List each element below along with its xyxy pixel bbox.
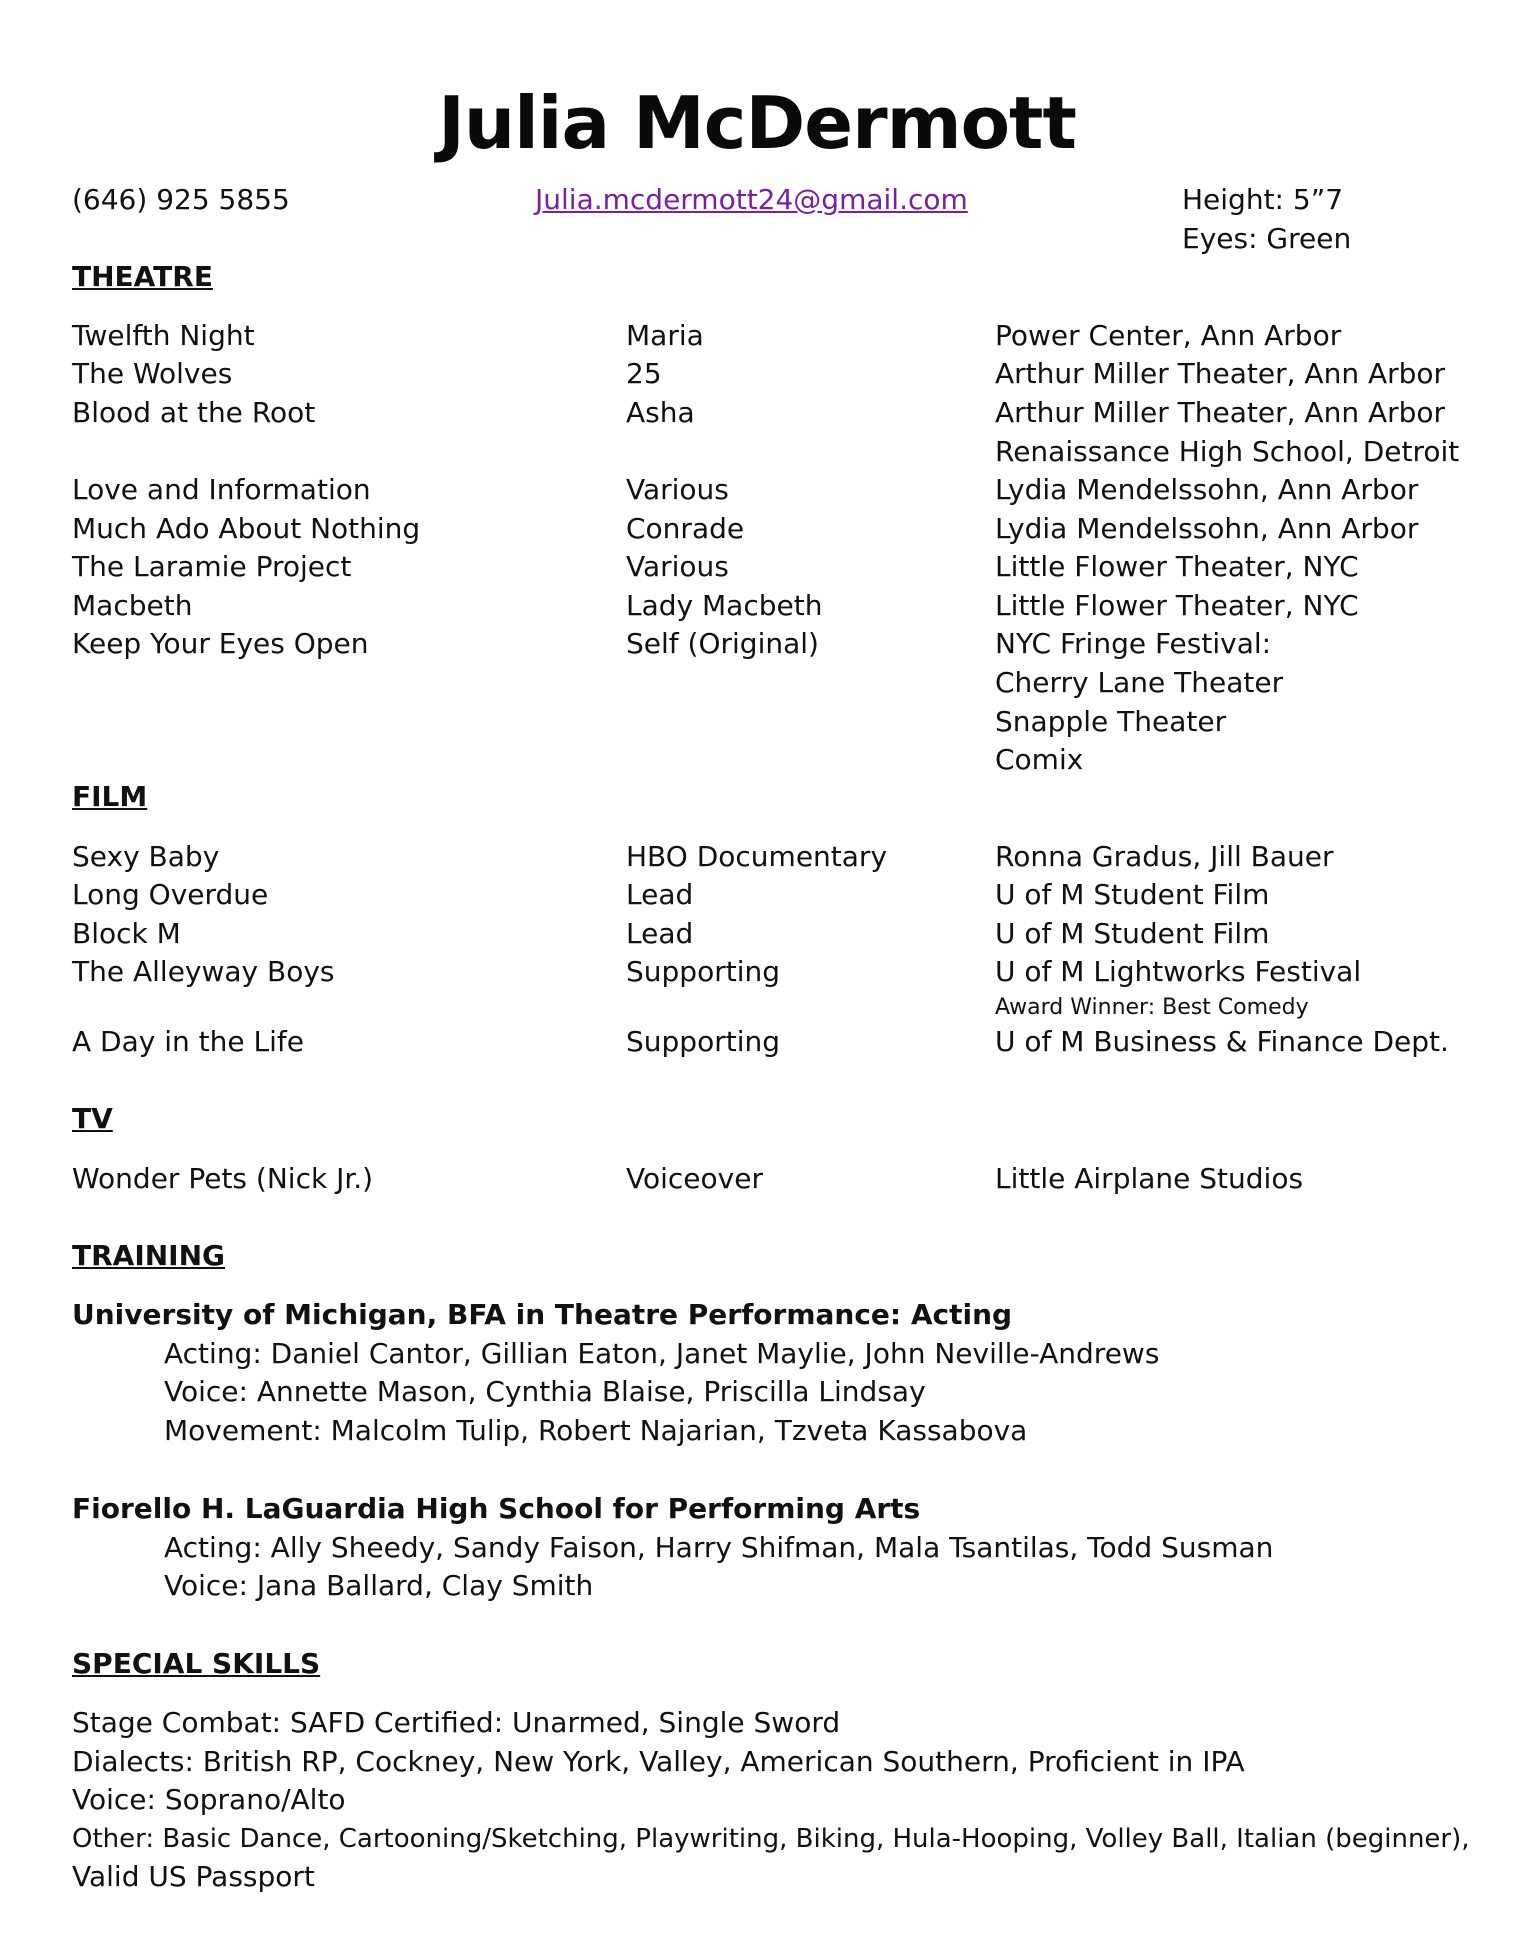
- credit-row: [0, 433, 1514, 471]
- credit-role: Various: [626, 550, 729, 583]
- credit-title: The Wolves: [72, 357, 233, 390]
- credit-title: Love and Information: [72, 473, 371, 506]
- credit-venue: Arthur Miller Theater, Ann Arbor: [995, 396, 1446, 429]
- section-heading-training: TRAINING: [72, 1239, 226, 1272]
- credit-title: Sexy Baby: [72, 840, 220, 873]
- credit-title: Twelfth Night: [72, 319, 255, 352]
- credit-venue: Lydia Mendelssohn, Ann Arbor: [995, 512, 1419, 545]
- credit-title: Keep Your Eyes Open: [72, 627, 369, 660]
- credit-title: Wonder Pets (Nick Jr.): [72, 1162, 374, 1195]
- credit-row: [0, 587, 1514, 625]
- credit-role: Voiceover: [626, 1162, 763, 1195]
- skill-line: Other: Basic Dance, Cartooning/Sketching, Playwriting, Biking, Hula-Hooping, Volley Ball, Italian (beginner),: [72, 1824, 1470, 1854]
- credit-row: [0, 1160, 1514, 1198]
- credit-title: Macbeth: [72, 589, 193, 622]
- credit-row: [0, 741, 1514, 779]
- credit-venue: Little Flower Theater, NYC: [995, 589, 1359, 622]
- credit-title: Much Ado About Nothing: [72, 512, 421, 545]
- credit-title: Long Overdue: [72, 878, 269, 911]
- credit-role: Conrade: [626, 512, 745, 545]
- credit-venue: U of M Student Film: [995, 878, 1270, 911]
- section-heading-film: FILM: [72, 780, 148, 813]
- credit-venue: Little Flower Theater, NYC: [995, 550, 1359, 583]
- credit-role: Lead: [626, 917, 694, 950]
- credit-row: [0, 838, 1514, 876]
- credit-title: Blood at the Root: [72, 396, 316, 429]
- credit-role: 25: [626, 357, 662, 390]
- credit-row: [0, 625, 1514, 663]
- credit-venue: Ronna Gradus, Jill Bauer: [995, 840, 1334, 873]
- credit-row: [0, 1023, 1514, 1061]
- credit-venue: U of M Student Film: [995, 917, 1270, 950]
- training-detail: Acting: Daniel Cantor, Gillian Eaton, Janet Maylie, John Neville-Andrews: [164, 1337, 1160, 1370]
- phone-number: (646) 925 5855: [72, 183, 290, 216]
- training-detail: Voice: Annette Mason, Cynthia Blaise, Priscilla Lindsay: [164, 1375, 926, 1408]
- credit-venue: U of M Business & Finance Dept.: [995, 1025, 1449, 1058]
- credit-venue: Snapple Theater: [995, 705, 1227, 738]
- credit-row: [0, 510, 1514, 548]
- credit-row: [0, 915, 1514, 953]
- credit-role: Supporting: [626, 1025, 780, 1058]
- school-name: Fiorello H. LaGuardia High School for Performing Arts: [72, 1492, 921, 1525]
- credit-row: [0, 471, 1514, 509]
- school-name: University of Michigan, BFA in Theatre Performance: Acting: [72, 1298, 1013, 1331]
- credit-title: The Laramie Project: [72, 550, 352, 583]
- credit-role: Various: [626, 473, 729, 506]
- height-info: Height: 5”7: [1182, 183, 1344, 216]
- training-detail: Acting: Ally Sheedy, Sandy Faison, Harry Shifman, Mala Tsantilas, Todd Susman: [164, 1531, 1274, 1564]
- credit-row: [0, 703, 1514, 741]
- section-heading-tv: TV: [72, 1102, 113, 1135]
- skill-line: Valid US Passport: [72, 1860, 315, 1893]
- credit-venue: Cherry Lane Theater: [995, 666, 1284, 699]
- award-note: Award Winner: Best Comedy: [995, 995, 1309, 1020]
- credit-row: [0, 664, 1514, 702]
- credit-venue: Renaissance High School, Detroit: [995, 435, 1460, 468]
- training-detail: Movement: Malcolm Tulip, Robert Najarian, Tzveta Kassabova: [164, 1414, 1028, 1447]
- credit-row: [0, 355, 1514, 393]
- email-link[interactable]: Julia.mcdermott24@gmail.com: [535, 183, 968, 216]
- credit-row: [0, 394, 1514, 432]
- credit-title: A Day in the Life: [72, 1025, 304, 1058]
- skill-line: Voice: Soprano/Alto: [72, 1783, 346, 1816]
- section-heading-theatre: THEATRE: [72, 260, 213, 293]
- section-heading-special-skills: SPECIAL SKILLS: [72, 1647, 321, 1680]
- credit-role: Lead: [626, 878, 694, 911]
- credit-title: The Alleyway Boys: [72, 955, 335, 988]
- credit-venue: U of M Lightworks Festival: [995, 955, 1362, 988]
- credit-role: Lady Macbeth: [626, 589, 823, 622]
- training-detail: Voice: Jana Ballard, Clay Smith: [164, 1569, 594, 1602]
- resume-name: Julia McDermott: [438, 81, 1076, 165]
- eyes-info: Eyes: Green: [1182, 222, 1352, 255]
- credit-role: Maria: [626, 319, 704, 352]
- skill-line: Dialects: British RP, Cockney, New York, Valley, American Southern, Proficient in IPA: [72, 1745, 1245, 1778]
- credit-venue: Lydia Mendelssohn, Ann Arbor: [995, 473, 1419, 506]
- credit-venue: Power Center, Ann Arbor: [995, 319, 1342, 352]
- credit-row: [0, 953, 1514, 991]
- credit-venue: Little Airplane Studios: [995, 1162, 1304, 1195]
- credit-venue: NYC Fringe Festival:: [995, 627, 1272, 660]
- credit-title: Block M: [72, 917, 181, 950]
- credit-venue: Comix: [995, 743, 1084, 776]
- credit-row: [0, 548, 1514, 586]
- credit-role: Asha: [626, 396, 695, 429]
- skill-line: Stage Combat: SAFD Certified: Unarmed, Single Sword: [72, 1706, 841, 1739]
- credit-role: HBO Documentary: [626, 840, 888, 873]
- credit-row: [0, 317, 1514, 355]
- credit-venue: Arthur Miller Theater, Ann Arbor: [995, 357, 1446, 390]
- credit-role: Supporting: [626, 955, 780, 988]
- credit-row: [0, 876, 1514, 914]
- credit-role: Self (Original): [626, 627, 819, 660]
